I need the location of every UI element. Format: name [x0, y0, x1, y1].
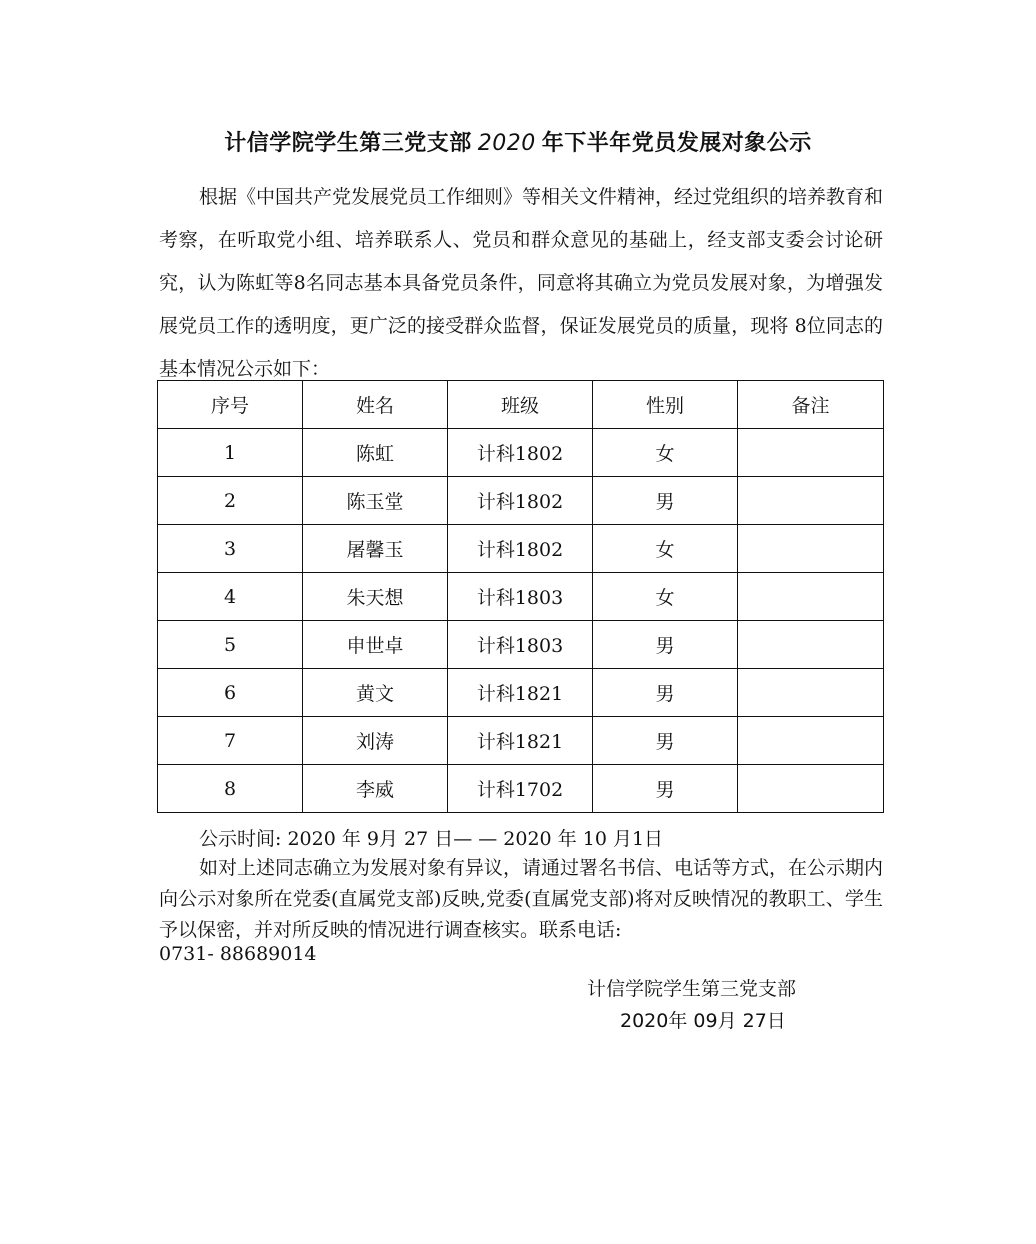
table-row: [158, 621, 884, 669]
cell-name: 陈玉堂: [303, 477, 448, 525]
cell-name: 申世卓: [303, 621, 448, 669]
notice-title: [0, 126, 1036, 157]
cell-note: [738, 765, 884, 813]
title-suffix: 年下半年党员发展对象公示: [541, 131, 812, 156]
cell-class: 计科1802: [448, 525, 593, 573]
table-row: [158, 669, 884, 717]
intro-paragraph: 根据《中国共产党发展党员工作细则》等相关文件精神，经过党组织的培养教育和考察，在听取党小组、培养联系人、党员和群众意见的基础上，经支部支委会讨论研究，认为陈虹等8名同志基本具备党员条件，同意将其确立为党员发展对象，为增强发展党员工作的透明度，更广泛的接受群众监督，保证发展党员的质量，现将 8位同志的基本情况公示如下：: [159, 186, 884, 380]
cell-name: 陈虹: [303, 429, 448, 477]
cell-class: 计科1803: [448, 621, 593, 669]
candidate-table: [157, 380, 884, 813]
header-gender: 性别: [593, 381, 738, 429]
cell-gender: 男: [593, 477, 738, 525]
cell-note: [738, 429, 884, 477]
table-row: [158, 717, 884, 765]
cell-gender: 女: [593, 525, 738, 573]
cell-note: [738, 669, 884, 717]
cell-gender: 男: [593, 621, 738, 669]
cell-class: 计科1802: [448, 477, 593, 525]
cell-no: 3: [158, 525, 303, 573]
cell-class: 计科1702: [448, 765, 593, 813]
header-note: 备注: [738, 381, 884, 429]
cell-no: 4: [158, 573, 303, 621]
cell-gender: 女: [593, 429, 738, 477]
table-header-row: [158, 381, 884, 429]
cell-class: 计科1802: [448, 429, 593, 477]
cell-no: 5: [158, 621, 303, 669]
cell-class: 计科1821: [448, 669, 593, 717]
signature-date: 2020年 09月 27日: [620, 1010, 786, 1032]
cell-class: 计科1803: [448, 573, 593, 621]
objection-paragraph: 如对上述同志确立为发展对象有异议，请通过署名书信、电话等方式，在公示期内向公示对象所在党委(直属党支部)反映,党委(直属党支部)将对反映情况的教职工、学生予以保密，并对所反映的情况进行调查核实。联系电话:: [159, 857, 884, 941]
cell-no: 7: [158, 717, 303, 765]
contact-phone: 0731- 88689014: [159, 943, 317, 965]
cell-gender: 男: [593, 669, 738, 717]
publicity-period: 公示时间: 2020 年 9月 27 日— — 2020 年 10 月1日: [199, 828, 664, 850]
table-row: [158, 477, 884, 525]
table-row: [158, 573, 884, 621]
table-row: [158, 525, 884, 573]
cell-no: 2: [158, 477, 303, 525]
signature-org: 计信学院学生第三党支部: [587, 978, 797, 1000]
cell-gender: 男: [593, 765, 738, 813]
header-name: 姓名: [303, 381, 448, 429]
cell-name: 黄文: [303, 669, 448, 717]
table-row: [158, 765, 884, 813]
cell-name: 李威: [303, 765, 448, 813]
cell-no: 1: [158, 429, 303, 477]
cell-no: 8: [158, 765, 303, 813]
cell-name: 屠馨玉: [303, 525, 448, 573]
title-year: 2020: [477, 131, 536, 156]
cell-class: 计科1821: [448, 717, 593, 765]
cell-gender: 女: [593, 573, 738, 621]
cell-no: 6: [158, 669, 303, 717]
title-prefix: 计信学院学生第三党支部: [224, 131, 472, 156]
table-row: [158, 429, 884, 477]
cell-note: [738, 573, 884, 621]
cell-note: [738, 525, 884, 573]
cell-gender: 男: [593, 717, 738, 765]
cell-note: [738, 717, 884, 765]
cell-name: 朱天想: [303, 573, 448, 621]
cell-note: [738, 477, 884, 525]
header-no: 序号: [158, 381, 303, 429]
cell-name: 刘涛: [303, 717, 448, 765]
header-class: 班级: [448, 381, 593, 429]
cell-note: [738, 621, 884, 669]
